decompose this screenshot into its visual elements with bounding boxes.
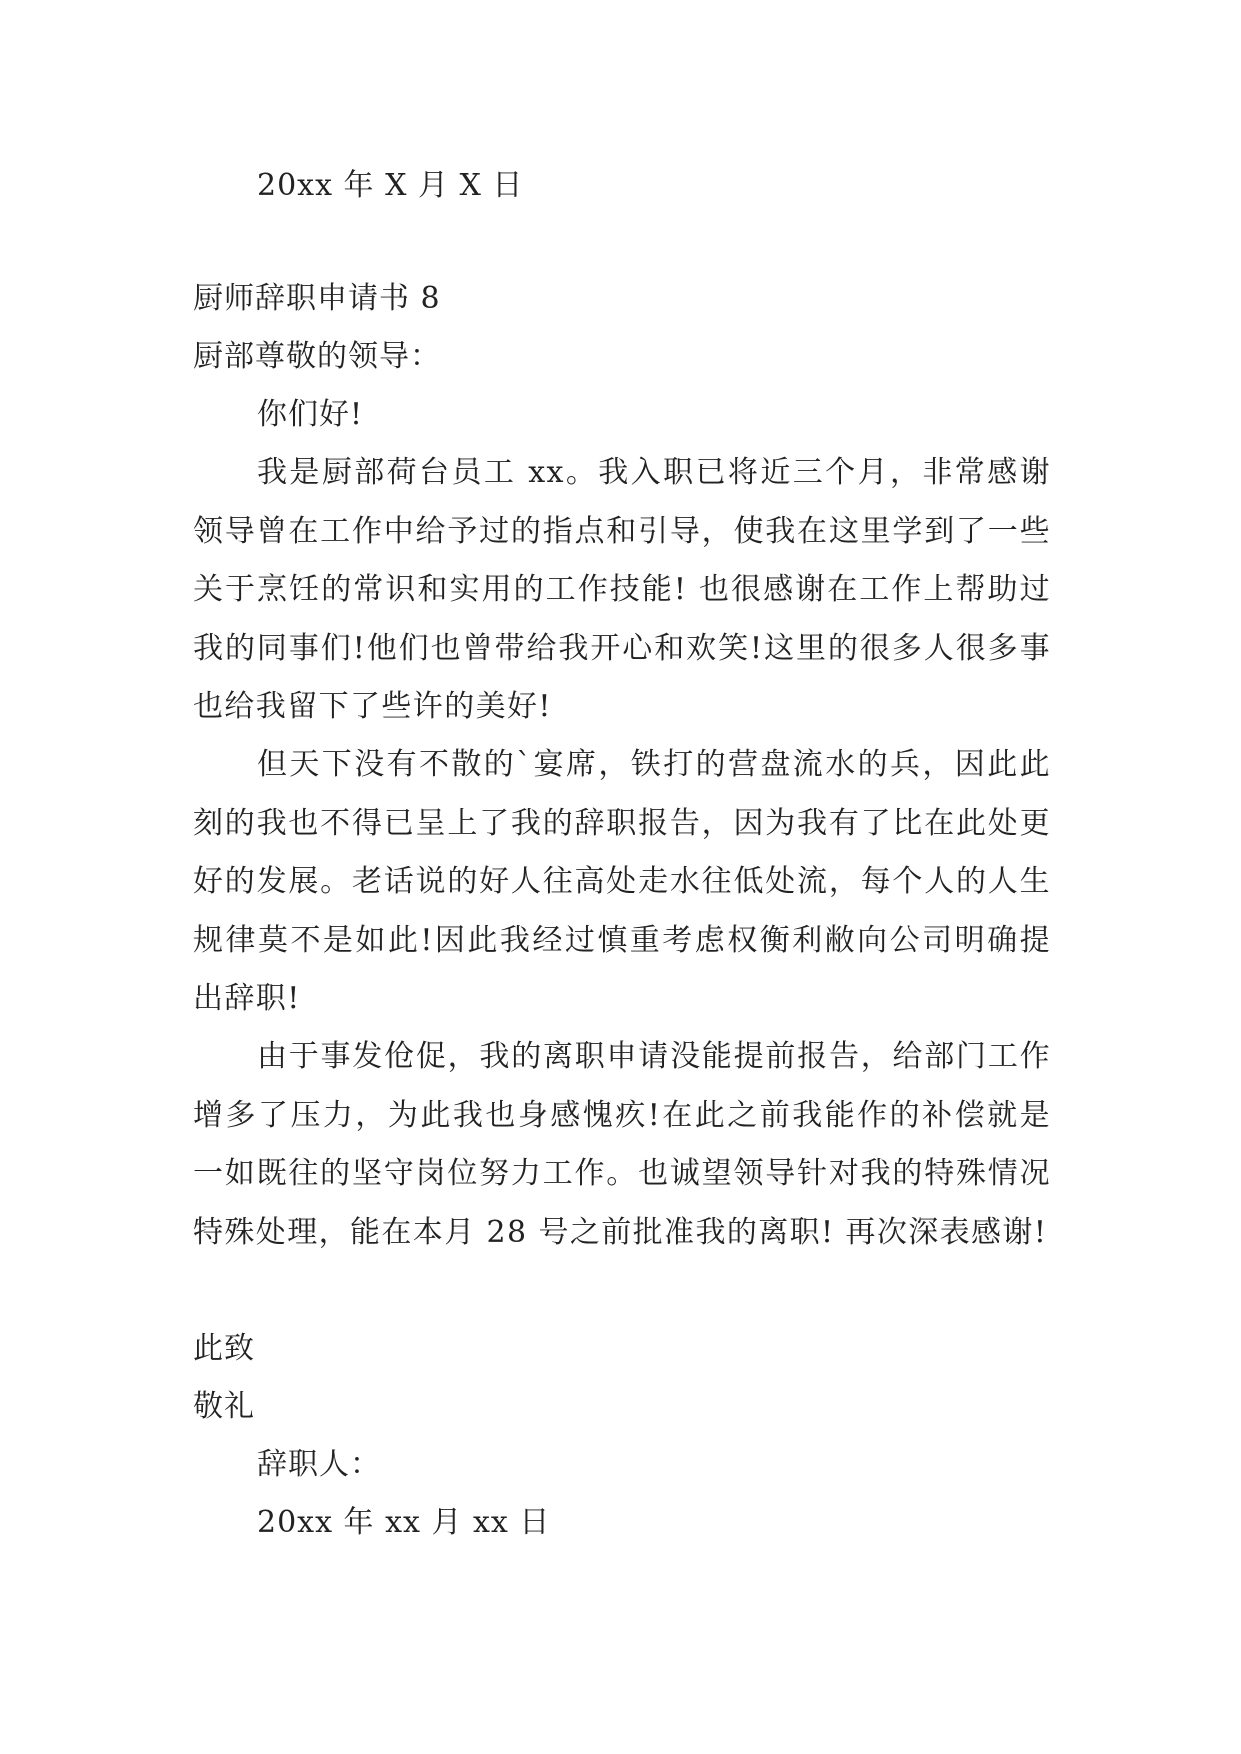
body-paragraph-2: 但天下没有不散的`宴席，铁打的营盘流水的兵，因此此刻的我也不得已呈上了我的辞职报告，因为我有了比在此处更好的发展。老话说的好人往高处走水往低处流，每个人的人生规律莫不是如此!因此我经过慎重考虑权衡利敝向公司明确提出辞职! [193,747,1051,1016]
greeting: 你们好! [257,397,364,432]
body-paragraph-3: 由于事发伧促，我的离职申请没能提前报告，给部门工作增多了压力，为此我也身感愧疚!在此之前我能作的补偿就是一如既往的坚守岗位努力工作。也诚望领导针对我的特殊情况特殊处理，能在本月 28 号之前批准我的离职! 再次深表感谢! [193,1039,1051,1250]
closing-line-1: 此致 [193,1331,255,1366]
top-date: 20xx 年 X 月 X 日 [257,168,524,203]
signer-label: 辞职人： [257,1447,381,1482]
bottom-date: 20xx 年 xx 月 xx 日 [257,1505,551,1540]
closing-line-2: 敬礼 [193,1389,255,1424]
document-title: 厨师辞职申请书 8 [193,281,441,316]
salutation: 厨部尊敬的领导： [193,339,441,374]
body-paragraph-1: 我是厨部荷台员工 xx。我入职已将近三个月，非常感谢领导曾在工作中给予过的指点和引导，使我在这里学到了一些关于烹饪的常识和实用的工作技能! 也很感谢在工作上帮助过我的同事们!他们也曾带给我开心和欢笑!这里的很多人很多事也给我留下了些许的美好! [193,455,1051,724]
